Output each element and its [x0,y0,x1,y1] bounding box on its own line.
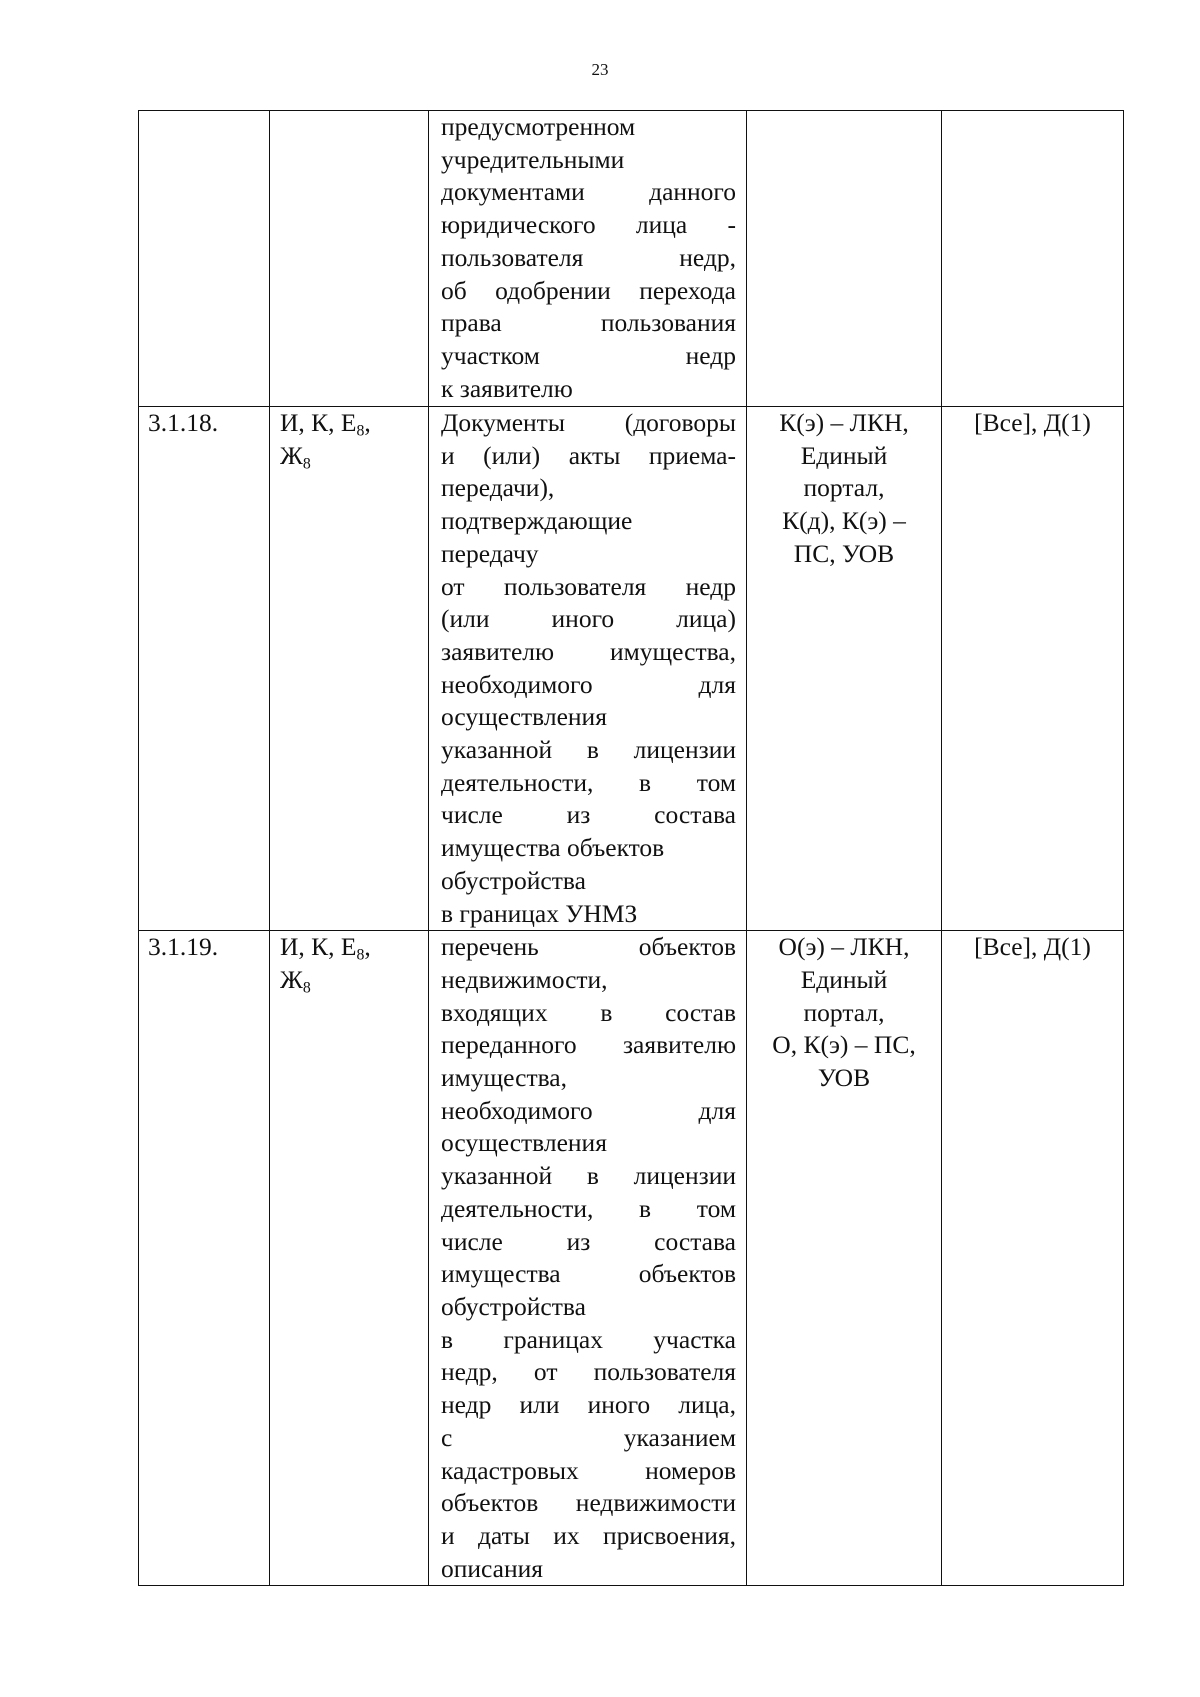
submission-line: ПС, УОВ [793,538,895,568]
description-line: пользователя недр, [441,242,736,272]
description-line: юридического лица - [441,210,736,240]
applicant-codes-cell [270,111,429,407]
description-line: имущества объектов [441,833,665,863]
description-line: в границах участка [441,1324,736,1354]
submission-line: О(э) – ЛКН, [778,932,910,962]
submission-line: Единый [800,440,888,470]
description-line: обустройства [441,1291,586,1321]
description-line: осуществления [441,1128,607,1158]
description-line: перечень объектов [441,932,736,962]
description-line: (или иного лица) [441,604,736,634]
codes-subscript: 8 [356,946,365,964]
description-line: и (или) акты приема- [441,440,736,470]
description-line: обустройства [441,865,586,895]
applicant-codes-cell: И, К, $Е_8$, $Ж_8$ [270,931,429,1586]
page-number: 23 [591,60,609,79]
description-line: числе из состава [441,1226,736,1256]
description-line: числе из состава [441,800,736,830]
table-row [139,111,1124,407]
description-line: заявителю имущества, [441,636,736,666]
document-description-cell [429,931,747,1586]
submission-method-cell [747,111,942,407]
description-line: деятельности, в том [441,1193,736,1223]
description-line: описания [441,1553,544,1583]
description-line: входящих в состав [441,997,736,1027]
description-line: имущества, [441,1063,567,1093]
submission-line: портал, [803,997,885,1027]
submission-line: портал, [803,473,885,503]
applicant-codes-cell: И, К, $Е_8$, $Ж_8$ [270,407,429,931]
description-line: переданного заявителю [441,1030,736,1060]
description-line: деятельности, в том [441,767,736,797]
codes-text: И, К, Е [280,932,357,962]
document-description-cell [429,407,747,931]
submission-line: К(э) – ЛКН, [779,408,909,437]
codes-subscript: 8 [302,979,311,997]
description-line: Документы (договоры [441,408,736,437]
submission-method-cell [747,407,942,931]
codes-subscript: 8 [302,455,311,473]
description-line: необходимого для [441,669,736,699]
description-line: учредительными [441,144,625,174]
description-line: документами данного [441,177,736,207]
description-line: об одобрении перехода [441,275,736,305]
codes-text: И, К, Е [280,408,357,437]
description-line: к заявителю [441,373,573,403]
category-cell: [Все], Д(1) [942,931,1124,1586]
table-row [139,407,1124,931]
description-line: от пользователя недр [441,571,736,601]
description-line: подтверждающие [441,506,633,536]
submission-line: К(д), К(э) – [782,506,906,536]
description-line: недр или иного лица, [441,1390,736,1420]
description-line: передачи), [441,473,555,503]
description-line: передачу [441,538,539,568]
description-line: недр, от пользователя [441,1357,736,1387]
description-line: указанной в лицензии [441,735,736,765]
category-cell [942,111,1124,407]
description-line: имущества объектов [441,1259,736,1289]
codes-text-line2: Ж [280,440,303,470]
category-cell: [Все], Д(1) [942,407,1124,931]
codes-subscript: 8 [356,422,365,440]
description-line: участком недр [441,340,736,370]
submission-line: О, К(э) – ПС, [772,1030,916,1060]
submission-method-cell [747,931,942,1586]
submission-line: УОВ [817,1063,871,1093]
document-description-cell [429,111,747,407]
requirements-table [138,110,1124,1586]
description-line: необходимого для [441,1095,736,1125]
description-line: кадастровых номеров [441,1455,736,1485]
table-row [139,931,1124,1586]
codes-text-line2: Ж [280,964,303,994]
description-line: указанной в лицензии [441,1161,736,1191]
description-line: недвижимости, [441,964,608,994]
description-line: предусмотренном [441,112,636,141]
item-number-cell: 3.1.18. [139,407,270,931]
item-number-cell: 3.1.19. [139,931,270,1586]
description-line: с указанием [441,1422,736,1452]
description-line: осуществления [441,702,607,732]
description-line: объектов недвижимости [441,1488,736,1518]
description-line: права пользования [441,308,736,338]
item-number-cell [139,111,270,407]
submission-line: Единый [800,964,888,994]
description-line: и даты их присвоения, [441,1520,736,1550]
description-line: в границах УНМЗ [441,898,638,928]
